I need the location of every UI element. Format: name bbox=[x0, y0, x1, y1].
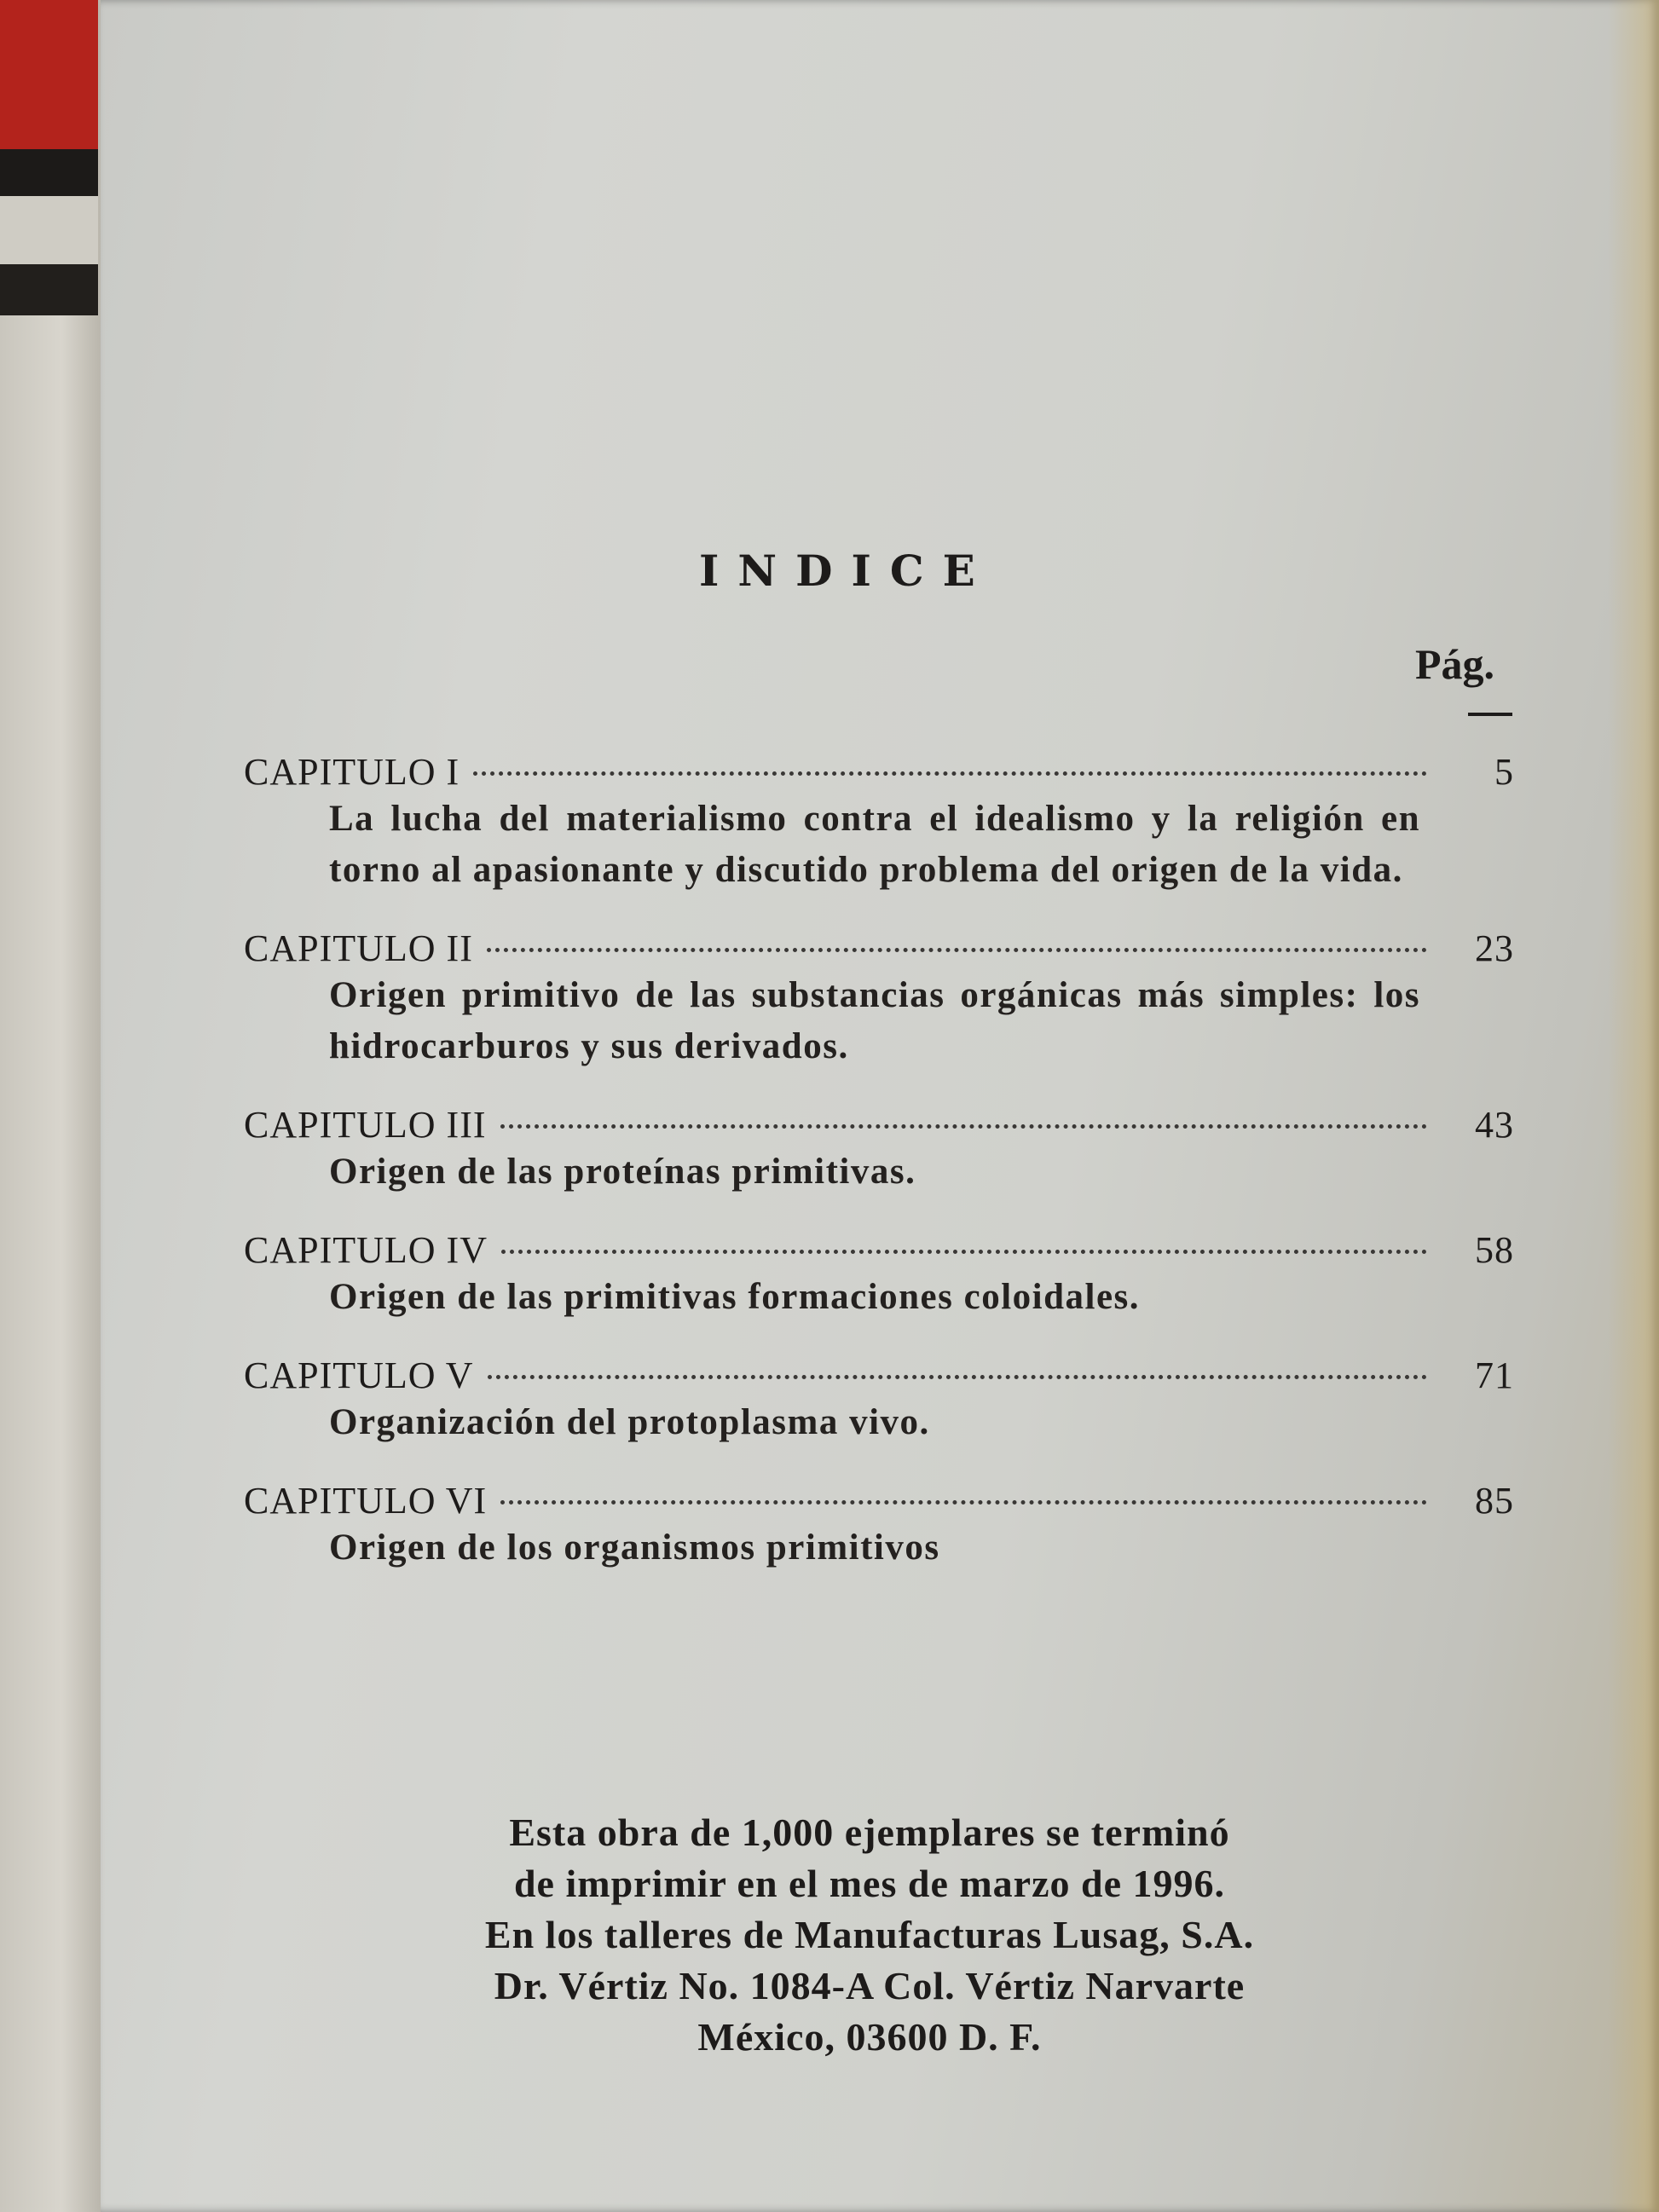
dot-leader bbox=[501, 1250, 1427, 1254]
chapter-description: La lucha del materialismo contra el idealismo y la religión en torno al apasionante y discutido problema del origen de la vida. bbox=[329, 799, 1420, 890]
colophon-line: Dr. Vértiz No. 1084-A Col. Vértiz Narvarte bbox=[494, 1964, 1246, 2007]
table-of-contents bbox=[244, 750, 1514, 1604]
colophon-line: Esta obra de 1,000 ejemplares se terminó bbox=[509, 1811, 1230, 1854]
book-cover-edge bbox=[0, 0, 102, 2212]
chapter-page-number: 85 bbox=[1475, 1480, 1514, 1522]
chapter-description: Origen primitivo de las substancias orgánicas más simples: los hidrocarburos y sus derivados. bbox=[329, 975, 1420, 1066]
toc-entry-chapter-4 bbox=[244, 1228, 1514, 1323]
dot-leader bbox=[500, 1124, 1427, 1129]
cover-dark-strip-lower bbox=[0, 264, 98, 315]
colophon-line: de imprimir en el mes de marzo de 1996. bbox=[513, 1862, 1226, 1905]
chapter-page-number: 71 bbox=[1475, 1354, 1514, 1396]
dot-leader bbox=[500, 1500, 1427, 1505]
dot-leader bbox=[487, 948, 1427, 952]
toc-entry-head bbox=[244, 750, 1514, 794]
toc-entry-chapter-1 bbox=[244, 750, 1514, 896]
toc-entry-head bbox=[244, 1354, 1514, 1397]
chapter-label: CAPITULO I bbox=[244, 751, 460, 793]
toc-entry-head bbox=[244, 1228, 1514, 1272]
page-edge-stain bbox=[1608, 0, 1659, 2212]
chapter-description: Organización del protoplasma vivo. bbox=[329, 1402, 930, 1442]
chapter-label: CAPITULO II bbox=[244, 927, 473, 969]
toc-entry-head bbox=[244, 1103, 1514, 1146]
toc-entry-chapter-5 bbox=[244, 1354, 1514, 1448]
chapter-description: Origen de las proteínas primitivas. bbox=[329, 1152, 916, 1192]
colophon-line: En los talleres de Manufacturas Lusag, S.A. bbox=[484, 1913, 1255, 1956]
toc-entry-chapter-3 bbox=[244, 1103, 1514, 1198]
toc-entry-chapter-2 bbox=[244, 927, 1514, 1072]
chapter-page-number: 5 bbox=[1494, 751, 1514, 793]
chapter-description: Origen de los organismos primitivos bbox=[329, 1528, 940, 1568]
chapter-description: Origen de las primitivas formaciones coloidales. bbox=[329, 1277, 1141, 1317]
chapter-label: CAPITULO V bbox=[244, 1354, 474, 1396]
chapter-page-number: 43 bbox=[1475, 1104, 1514, 1146]
cover-dark-strip bbox=[0, 149, 98, 196]
index-title: INDICE bbox=[699, 546, 994, 596]
page-column-header: Pág. bbox=[1415, 640, 1495, 688]
chapter-page-number: 58 bbox=[1475, 1229, 1514, 1271]
toc-entry-head bbox=[244, 1479, 1514, 1522]
chapter-label: CAPITULO III bbox=[244, 1104, 487, 1146]
dot-leader bbox=[488, 1375, 1427, 1379]
page-column-rule bbox=[1468, 713, 1512, 716]
toc-entry-head bbox=[244, 927, 1514, 970]
chapter-label: CAPITULO VI bbox=[244, 1480, 488, 1522]
chapter-page-number: 23 bbox=[1475, 927, 1514, 969]
toc-entry-chapter-6 bbox=[244, 1479, 1514, 1574]
cover-grey-strip bbox=[0, 196, 98, 264]
cover-red-strip bbox=[0, 0, 98, 149]
chapter-label: CAPITULO IV bbox=[244, 1229, 488, 1271]
colophon bbox=[358, 1807, 1381, 2063]
colophon-line: México, 03600 D. F. bbox=[697, 2015, 1042, 2059]
dot-leader bbox=[473, 771, 1427, 776]
